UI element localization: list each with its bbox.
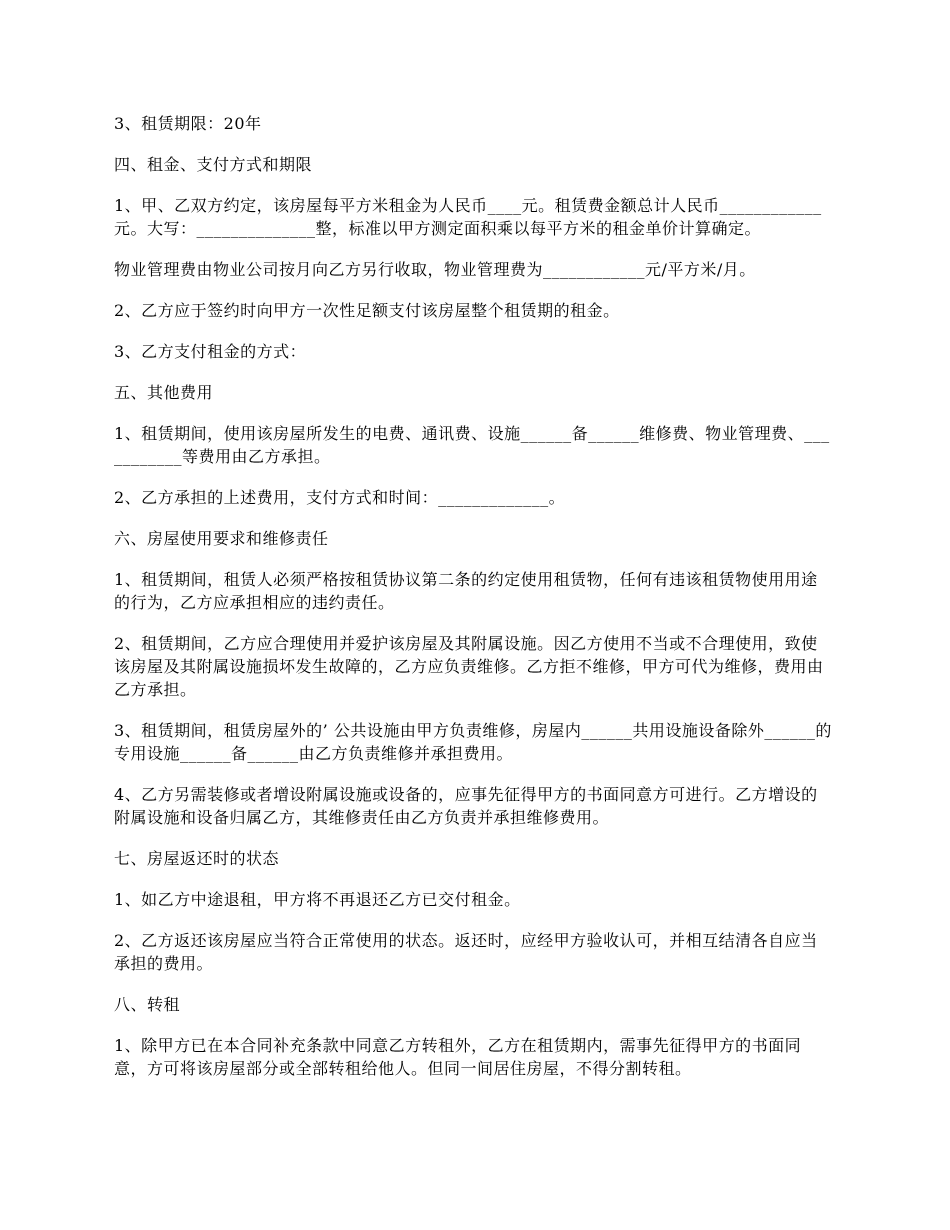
clause-renovation: 4、乙方另需装修或者增设附属设施或设备的，应事先征得甲方的书面同意方可进行。乙方增设的附属设施和设备归属乙方，其维修责任由乙方负责并承担维修费用。 <box>114 785 818 827</box>
document-body <box>114 112 834 1098</box>
clause-facility-repair: 3、租赁期间，租赁房屋外的’ 公共设施由甲方负责维修，房屋内______共用设施设备除外______的专用设施______备______由乙方负责维修并承担费用。 <box>114 721 832 763</box>
section-heading-return-state: 七、房屋返还时的状态 <box>114 849 280 868</box>
clause-early-termination: 1、如乙方中途退租，甲方将不再退还乙方已交付租金。 <box>114 890 521 909</box>
clause-fees-payment: 2、乙方承担的上述费用，支付方式和时间：_____________。 <box>114 488 566 507</box>
clause-rent-payment-method: 3、乙方支付租金的方式： <box>114 342 307 361</box>
clause-rent-payment-time: 2、乙方应于签约时向甲方一次性足额支付该房屋整个租赁期的租金。 <box>114 301 620 320</box>
clause-care-repair: 2、租赁期间，乙方应合理使用并爱护该房屋及其附属设施。因乙方使用不当或不合理使用，致使该房屋及其附属设施损坏发生故障的，乙方应负责维修。乙方拒不维修，甲方可代为维修，费用由乙方承担。 <box>114 634 824 699</box>
section-heading-usage-repair: 六、房屋使用要求和维修责任 <box>114 529 329 548</box>
clause-property-fee: 物业管理费由物业公司按月向乙方另行收取，物业管理费为____________元/平方米/月。 <box>114 260 756 279</box>
section-heading-sublease: 八、转租 <box>114 995 181 1014</box>
clause-return-condition: 2、乙方返还该房屋应当符合正常使用的状态。返还时，应经甲方验收认可，并相互结清各自应当承担的费用。 <box>114 931 818 973</box>
clause-rent-amount: 1、甲、乙双方约定，该房屋每平方米租金为人民币____元。租赁费金额总计人民币____________元。大写：______________整，标准以甲方测定面积乘以每平方米的租金单价计算确定。 <box>114 196 822 238</box>
clause-lease-term: 3、租赁期限：20年 <box>114 114 262 133</box>
clause-sublease: 1、除甲方已在本合同补充条款中同意乙方转租外，乙方在租赁期内，需事先征得甲方的书面同意，方可将该房屋部分或全部转租给他人。但同一间居住房屋，不得分割转租。 <box>114 1036 802 1078</box>
section-heading-other-fees: 五、其他费用 <box>114 383 214 402</box>
section-heading-rent: 四、租金、支付方式和期限 <box>114 155 313 174</box>
clause-fees-borne: 1、租赁期间，使用该房屋所发生的电费、通讯费、设施______备______维修费、物业管理费、___________等费用由乙方承担。 <box>114 424 830 466</box>
clause-usage: 1、租赁期间，租赁人必须严格按租赁协议第二条的约定使用租赁物，任何有违该租赁物使用用途的行为，乙方应承担相应的违约责任。 <box>114 570 818 612</box>
